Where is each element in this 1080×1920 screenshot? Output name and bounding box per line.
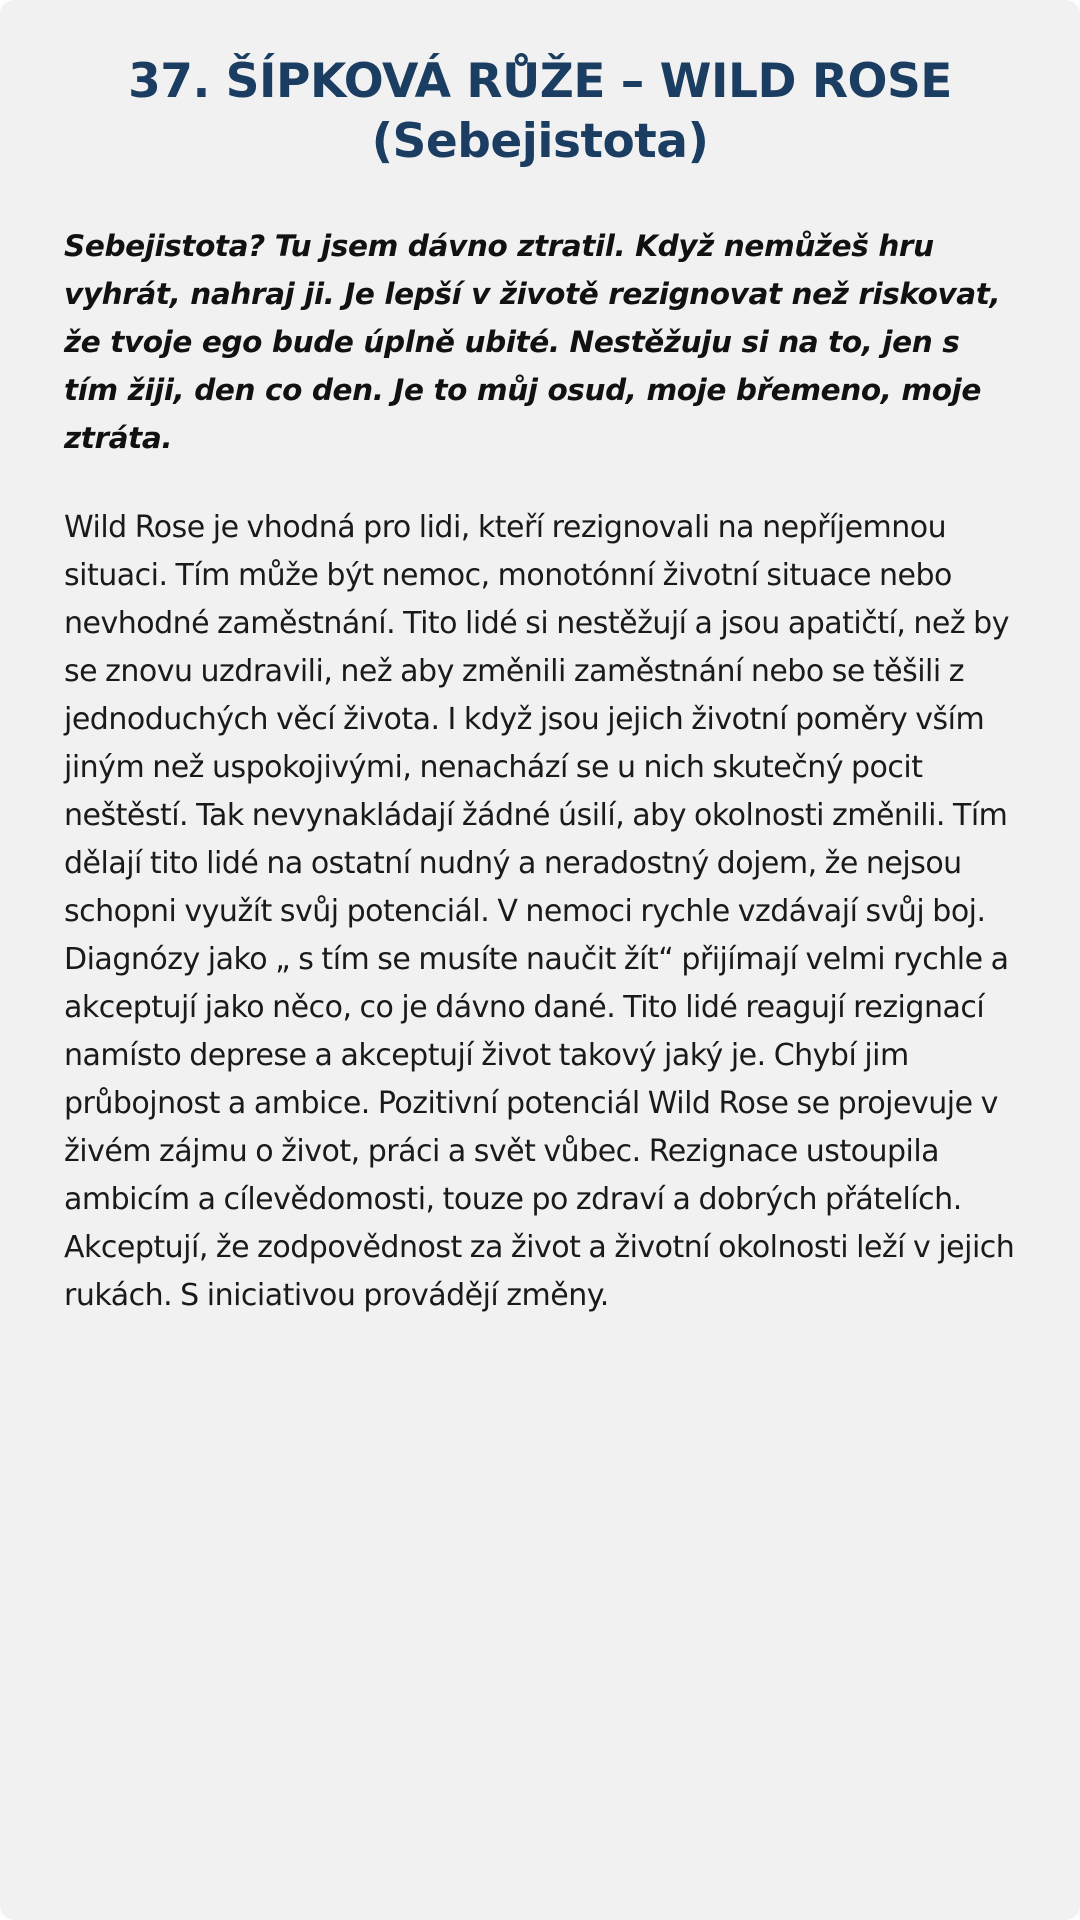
title-line-main: 37. ŠÍPKOVÁ RŮŽE – WILD ROSE [128,54,952,109]
description-paragraph: Wild Rose je vhodná pro lidi, kteří rezignovali na nepříjemnou situaci. Tím může být nemoc, monotónní životní situace nebo nevhodné zaměstnání. Tito lidé si nestěžují a jsou apatičtí, než by se znovu uzdravili, než aby změnili zaměstnání nebo se těšili z jednoduchých věcí života. I když jsou jejich životní poměry vším jiným než uspokojivými, nenachází se u nich skutečný pocit neštěstí. Tak nevynakládají žádné úsilí, aby okolnosti změnili. Tím dělají tito lidé na ostatní nudný a neradostný dojem, že nejsou schopni využít svůj potenciál. V nemoci rychle vzdávají svůj boj. Diagnózy jako „ s tím se musíte naučit žít“ přijímají velmi rychle a akceptují jako něco, co je dávno dané. Tito lidé reagují rezignací namísto deprese a akceptují život takový jaký je. Chybí jim průbojnost a ambice. Pozitivní potenciál Wild Rose se projevuje v živém zájmu o život, práci a svět vůbec. Rezignace ustoupila ambicím a cílevědomosti, touze po zdraví a dobrých přátelích. Akceptují, že zodpovědnost za život a životní okolnosti leží v jejich rukách. S iniciativou provádějí změny. [64,510,1015,1313]
page-title [64,52,1016,172]
intro-quote: Sebejistota? Tu jsem dávno ztratil. Když nemůžeš hru vyhrát, nahraj ji. Je lepší v životě rezignovat než riskovat, že tvoje ego bude úplně ubité. Nestěžuju si na to, jen s tím žiji, den co den. Je to můj osud, moje břemeno, moje ztráta. [64,229,1001,455]
title-line-subtitle: (Sebejistota) [371,114,709,169]
